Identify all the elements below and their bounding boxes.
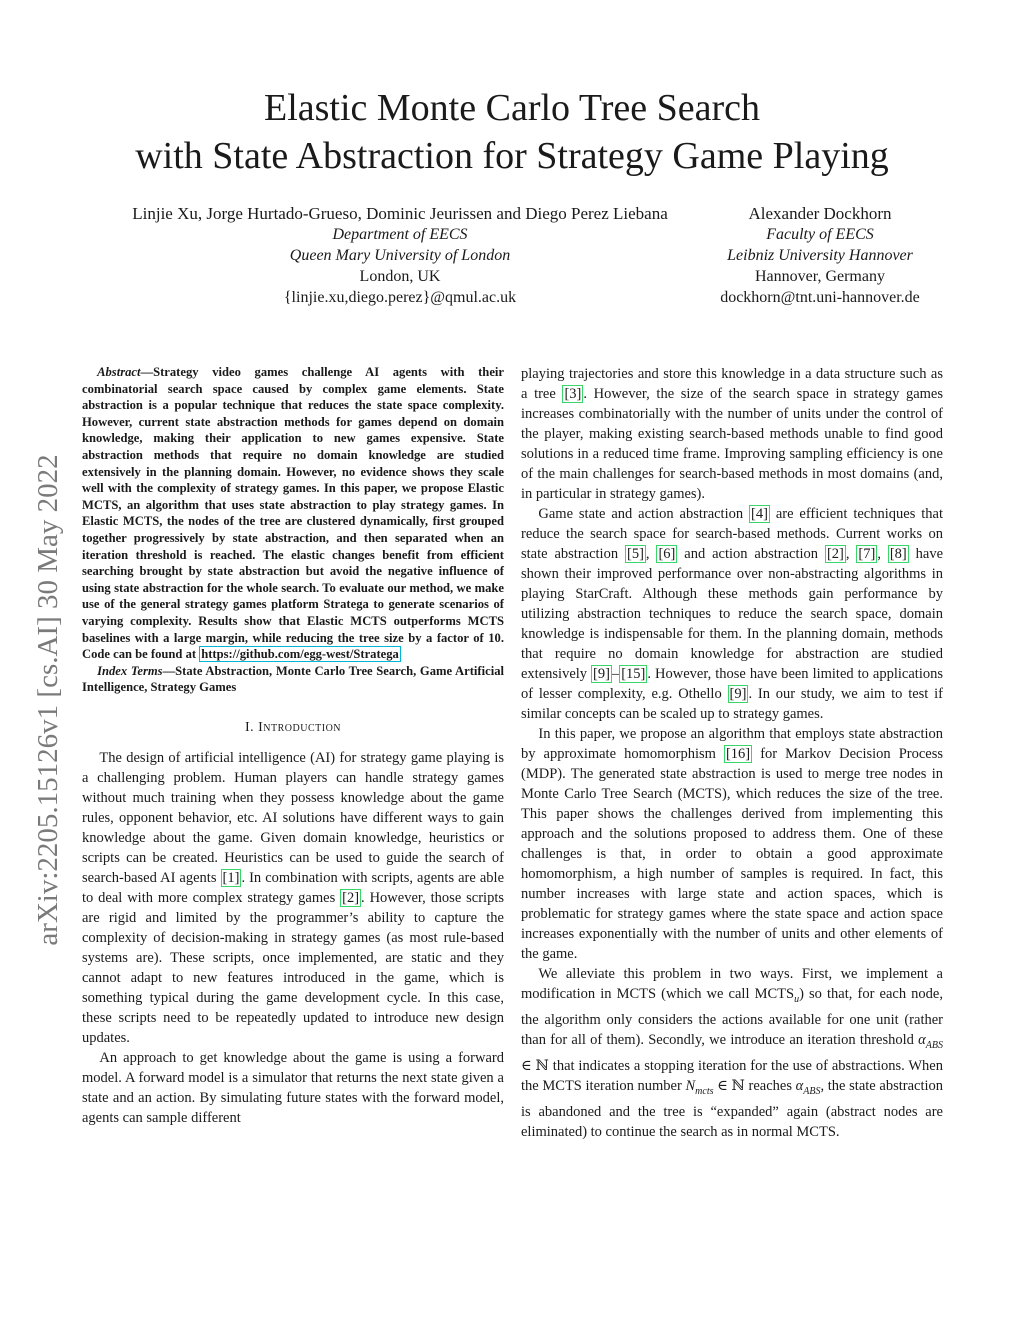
intro-paragraph-4 bbox=[521, 724, 943, 964]
intro-paragraph-3 bbox=[521, 504, 943, 724]
author-university-right: Leibniz University Hannover bbox=[727, 247, 913, 264]
paragraph-text: We alleviate this problem in two ways. First, we implement a modification in MCTS (which we call MCTS bbox=[521, 966, 943, 1002]
paragraph-text: In this paper, we propose an algorithm that employs state abstraction by approximate homomorphism bbox=[521, 726, 943, 762]
author-location-right: Hannover, Germany bbox=[755, 268, 885, 285]
left-column bbox=[82, 364, 504, 1128]
math-symbol: ∈ ℕ bbox=[713, 1077, 745, 1094]
paragraph-text: , the state abstraction is abandoned and the tree is “expanded” again (abstract nodes are eliminated) to continue the search as in normal MCTS. bbox=[521, 1077, 944, 1140]
paragraph-text: and action abstraction bbox=[677, 546, 825, 562]
math-symbol: N bbox=[685, 1077, 696, 1094]
math-subscript: ABS bbox=[925, 1039, 943, 1051]
paper-title bbox=[0, 84, 1024, 180]
citation-link[interactable]: [16] bbox=[725, 746, 751, 762]
paragraph-text: for Markov Decision Process (MDP). The generated state abstraction is used to merge tree nodes in Monte Carlo Tree Search (MCTS), which reduces the size of the tree. This paper shows the challenges derived from implementing this approach and the solutions proposed to address them. One of these challenges is that, in order to obtain a good approximate homomorphism, a high number of samples is required. In fact, this number increases with large state and action spaces, which is problematic for strategy games where the state space and action space increases exponentially with the number of units and other elements of the game. bbox=[521, 746, 943, 962]
section-heading-introduction: I. Introduction bbox=[244, 719, 342, 735]
author-names-left: Linjie Xu, Jorge Hurtado-Grueso, Dominic Jeurissen and Diego Perez Liebana bbox=[132, 204, 668, 223]
author-university-left: Queen Mary University of London bbox=[289, 247, 511, 264]
paragraph-text: have shown their improved performance over non-abstracting algorithms in playing StarCraft. Although these methods gain performance by utilizing abstraction techniques to reduce the search space, domain knowledge is indispensable for them. In the planning domain, methods that require no domain knowledge for abstraction are studied extensively bbox=[521, 546, 944, 682]
citation-link[interactable]: [4] bbox=[751, 506, 768, 522]
author-department-right: Faculty of EECS bbox=[766, 226, 874, 243]
abstract bbox=[82, 364, 504, 663]
paragraph-text: are efficient techniques that reduce the search space for search-based methods. Current works on state abstraction bbox=[521, 506, 943, 562]
code-link[interactable]: https://github.com/egg-west/Stratega bbox=[201, 647, 399, 662]
paragraph-text: . However, those scripts are rigid and limited by the programmer’s ability to capture the complexity of decision-making in strategy games (as most rule-based systems are). These scripts, once implemented, are static and they cannot adapt to new features introduced in the game, which is something typical during the game development cycle. In this case, these scripts need to be repeatedly updated to introduce new design updates. bbox=[82, 889, 505, 1046]
author-names-right: Alexander Dockhorn bbox=[748, 204, 892, 223]
paragraph-text: . However, the size of the search space in strategy games increases combinatorially with the number of units under the control of the player, making existing search-based methods unable to find good solutions in a reduced time frame. Improving sampling efficiency is one of the main challenges for search-based methods in most domains (and, in particular in strategy games). bbox=[521, 386, 943, 502]
separator: , bbox=[645, 546, 657, 562]
separator: , bbox=[845, 546, 857, 562]
citation-link[interactable]: [15] bbox=[621, 666, 646, 682]
paragraph-text: ) so that, for each node, the algorithm only considers the actions available for one unit (rather than for all of them). Secondly, we introduce an iteration threshold bbox=[521, 986, 943, 1048]
intro-paragraph-2: An approach to get knowledge about the game is using a forward model. A forward model is a simulator that returns the next state given a state and an action. By simulating future states with the forward model, agents can sample different bbox=[82, 1049, 504, 1126]
paragraph-text: that indicates a stopping iteration for the use of abstractions. When the MCTS iteration number bbox=[521, 1057, 943, 1094]
intro-paragraph-2-continued bbox=[521, 364, 943, 504]
citation-link[interactable]: [9] bbox=[729, 686, 747, 702]
paragraph-text: The design of artificial intelligence (AI) for strategy game playing is a challenging problem. Human players can handle strategy games without much training when they possess knowledge about the game rules, opponent behavior, etc. AI solutions have different ways to gain knowledge about the game. Given domain knowledge, heuristics or scripts can be created. Heuristics can be used to guide the search of search-based AI agents bbox=[82, 749, 504, 886]
intro-paragraph-5 bbox=[521, 964, 943, 1142]
citation-link[interactable]: [5] bbox=[626, 546, 644, 562]
index-terms bbox=[82, 663, 504, 696]
author-email-left: {linjie.xu,diego.perez}@qmul.ac.uk bbox=[283, 289, 517, 306]
abstract-label: Abstract bbox=[97, 365, 141, 379]
math-subscript: ABS bbox=[803, 1085, 821, 1097]
citation-link[interactable]: [2] bbox=[342, 889, 360, 906]
paragraph-text: . In combination with scripts, agents are able to deal with more complex strategy games bbox=[82, 869, 504, 906]
math-symbol: ∈ ℕ bbox=[521, 1057, 549, 1074]
math-subscript: u bbox=[794, 993, 800, 1005]
paragraph-text: reaches bbox=[744, 1077, 796, 1094]
citation-link[interactable]: [7] bbox=[858, 546, 876, 562]
citation-link[interactable]: [8] bbox=[889, 546, 907, 562]
math-symbol: α bbox=[918, 1031, 926, 1048]
author-block-right bbox=[705, 203, 935, 308]
paragraph-text: . In our study, we aim to test if similar concepts can be scaled up to strategy games. bbox=[521, 686, 943, 722]
paragraph-text: . However, those have been limited to applications of lesser complexity, e.g. Othello bbox=[521, 666, 943, 702]
paragraph-text: playing trajectories and store this knowledge in a data structure such as a tree bbox=[521, 366, 943, 402]
abstract-text: —Strategy video games challenge AI agents with their combinatorial search space caused by complex game elements. State abstraction is a popular technique that reduces the state space complexity. However, current state abstraction methods for games depend on domain knowledge, making their application to new games expensive. State abstraction methods that require no domain knowledge are studied extensively in the planning domain. However, no evidence shows they scale well with the complexity of strategy games. In this paper, we propose Elastic MCTS, an algorithm that uses state abstraction to play strategy games. In Elastic MCTS, the nodes of the tree are clustered dynamically, first grouped together progressively by state abstraction, and then separated when an iteration threshold is reached. The elastic changes benefit from efficient searching brought by state abstraction but avoid the negative influence of using state abstraction for the whole search. To evaluate our method, we make use of the general strategy games platform Stratega to generate scenarios of varying complexity. Results show that Elastic MCTS outperforms MCTS baselines with a large margin, while reducing the tree size by a factor of 10. Code can be found at bbox=[82, 365, 504, 662]
title-line-2: with State Abstraction for Strategy Game Playing bbox=[135, 135, 889, 177]
author-department-left: Department of EECS bbox=[332, 226, 468, 243]
citation-link[interactable]: [9] bbox=[593, 666, 610, 682]
index-terms-text: —State Abstraction, Monte Carlo Tree Search, Game Artificial Intelligence, Strategy Games bbox=[82, 663, 504, 695]
citation-link[interactable]: [2] bbox=[826, 546, 844, 562]
author-email-right: dockhorn@tnt.uni-hannover.de bbox=[720, 289, 920, 306]
index-terms-label: Index Terms bbox=[97, 663, 163, 678]
separator: – bbox=[611, 666, 620, 682]
author-block-left bbox=[95, 203, 705, 308]
author-location-left: London, UK bbox=[359, 268, 441, 285]
intro-paragraph-1 bbox=[82, 748, 504, 1048]
separator: , bbox=[877, 546, 888, 562]
citation-link[interactable]: [1] bbox=[222, 869, 240, 886]
right-column bbox=[521, 364, 943, 1142]
arxiv-stamp: arXiv:2205.15126v1 [cs.AI] 30 May 2022 bbox=[32, 454, 64, 946]
title-line-1: Elastic Monte Carlo Tree Search bbox=[263, 87, 760, 129]
citation-link[interactable]: [6] bbox=[658, 546, 676, 562]
citation-link[interactable]: [3] bbox=[564, 386, 582, 402]
paragraph-text: Game state and action abstraction bbox=[538, 506, 750, 522]
math-symbol: α bbox=[795, 1077, 804, 1094]
math-subscript: mcts bbox=[695, 1085, 714, 1097]
